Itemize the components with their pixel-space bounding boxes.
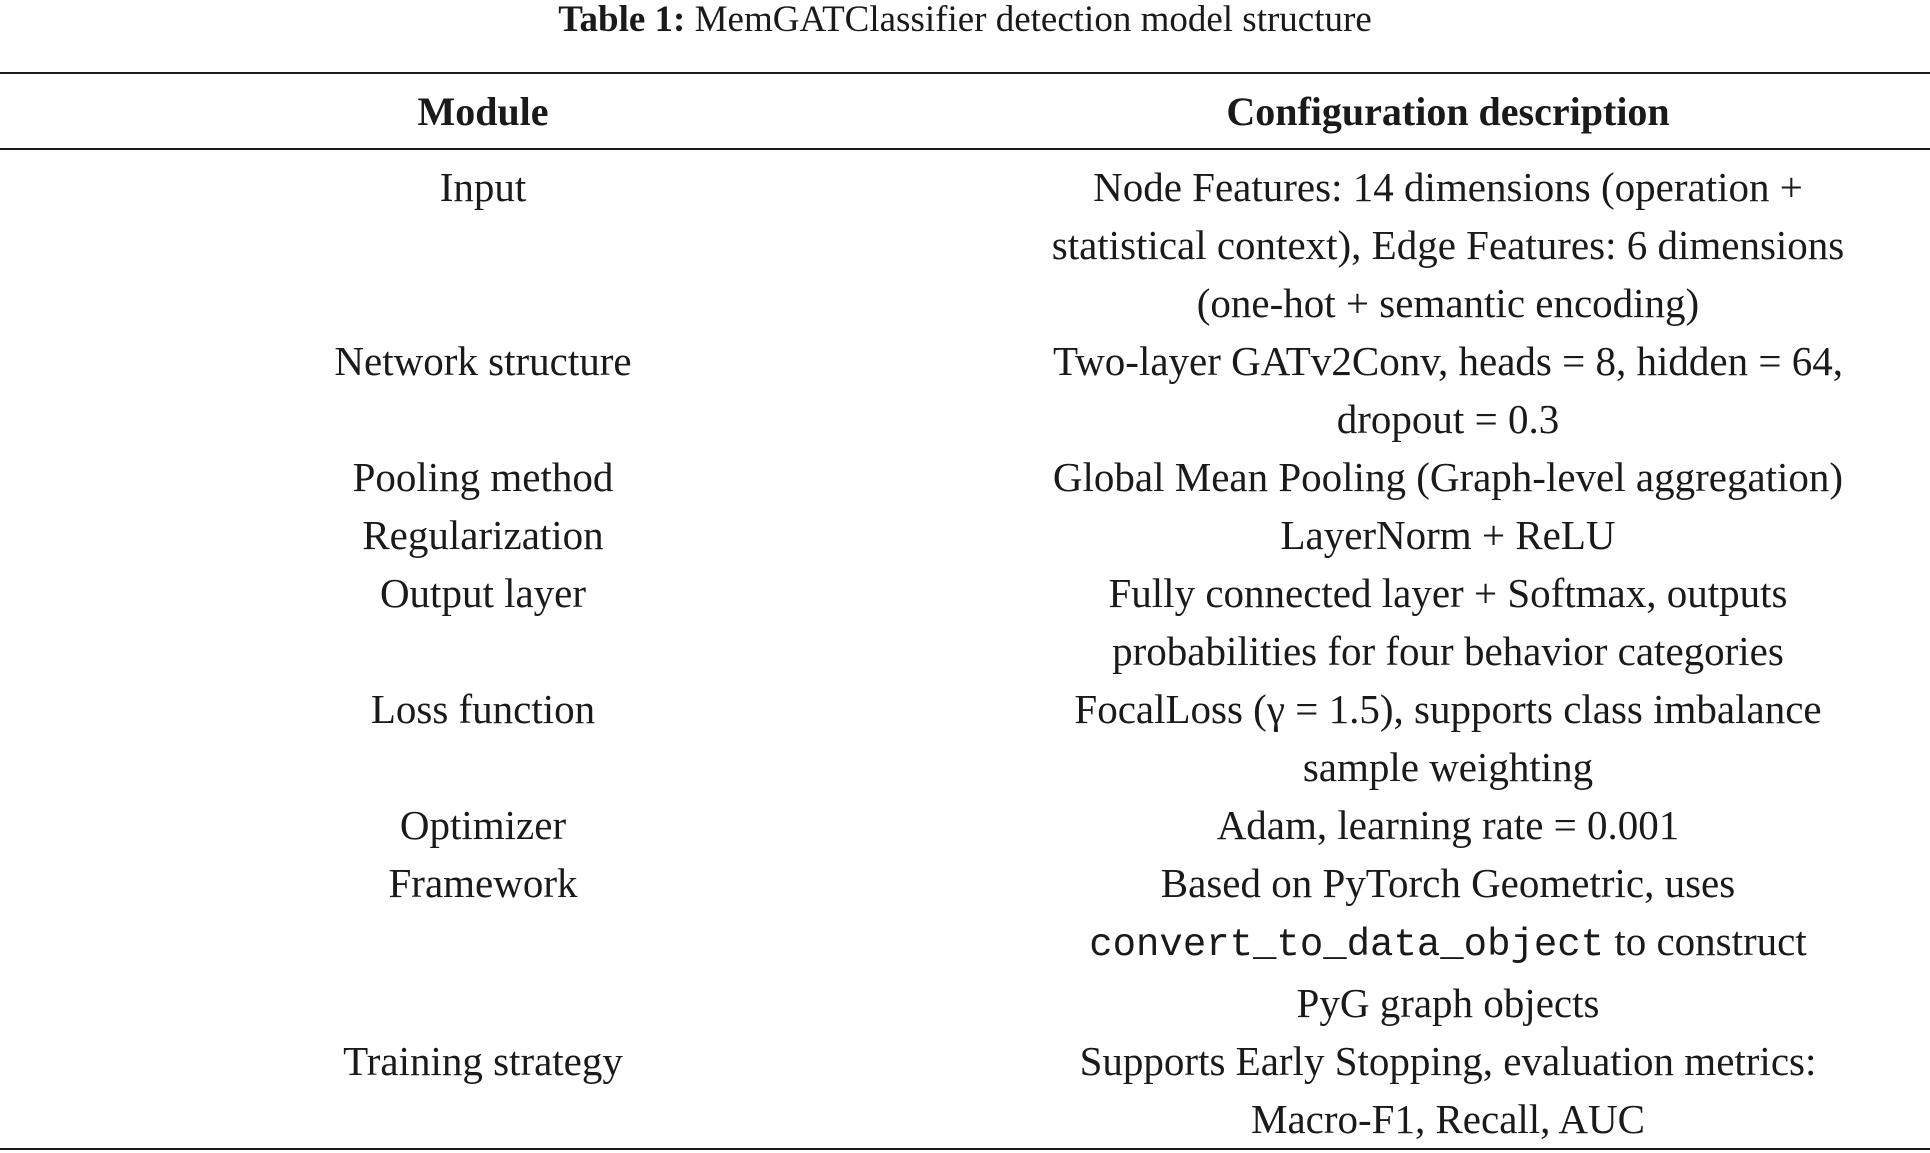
description-line: Two-layer GATv2Conv, heads = 8, hidden = 64,	[1053, 338, 1843, 384]
header-configuration-description: Configuration description	[1226, 89, 1670, 134]
table-top-rule	[0, 72, 1930, 74]
code-line-rest: to construct	[1604, 918, 1807, 964]
description-line: statistical context), Edge Features: 6 dimensions	[1051, 222, 1845, 268]
module-cell: Loss function	[370, 686, 596, 732]
code-identifier: convert_to_data_object	[1089, 923, 1605, 967]
module-cell: Framework	[388, 860, 578, 906]
description-line: Node Features: 14 dimensions (operation +	[1093, 164, 1803, 210]
table-row	[0, 448, 1930, 506]
table-row	[0, 158, 1930, 332]
description-line-with-code	[966, 912, 1930, 974]
description-line: PyG graph objects	[1296, 980, 1600, 1026]
table-row	[0, 332, 1930, 448]
module-cell: Input	[439, 164, 527, 210]
description-cell	[966, 158, 1930, 332]
description-cell	[966, 796, 1930, 854]
module-cell: Training strategy	[343, 1038, 623, 1084]
table-row	[0, 564, 1930, 680]
description-line: Fully connected layer + Softmax, outputs	[1108, 570, 1788, 616]
module-cell: Regularization	[362, 512, 604, 558]
description-line: dropout = 0.3	[1336, 396, 1560, 442]
table-row	[0, 680, 1930, 796]
description-cell	[966, 332, 1930, 448]
module-cell: Output layer	[379, 570, 587, 616]
caption-text: MemGATClassifier detection model structure	[685, 0, 1372, 40]
table-caption	[0, 0, 1930, 40]
module-cell: Optimizer	[399, 802, 567, 848]
description-cell	[966, 1032, 1930, 1148]
description-line: LayerNorm + ReLU	[1280, 512, 1616, 558]
table-header-rule	[0, 148, 1930, 150]
description-line: Macro-F1, Recall, AUC	[1251, 1096, 1645, 1142]
table-row	[0, 854, 1930, 1032]
description-line: sample weighting	[1302, 744, 1594, 790]
table-row	[0, 1032, 1930, 1148]
description-line: Supports Early Stopping, evaluation metrics:	[1079, 1038, 1817, 1084]
table-header-row	[0, 84, 1930, 140]
header-module: Module	[417, 89, 549, 134]
description-line: FocalLoss (γ = 1.5), supports class imbalance	[1074, 686, 1822, 732]
description-cell	[966, 506, 1930, 564]
description-cell	[966, 448, 1930, 506]
description-cell	[966, 564, 1930, 680]
description-cell	[966, 854, 1930, 1032]
table-row	[0, 796, 1930, 854]
module-cell: Network structure	[334, 338, 632, 384]
description-line: Global Mean Pooling (Graph-level aggregation)	[1052, 454, 1844, 500]
table-body	[0, 158, 1930, 1148]
description-cell	[966, 680, 1930, 796]
description-line: probabilities for four behavior categories	[1112, 628, 1784, 674]
table-row	[0, 506, 1930, 564]
description-line: Based on PyTorch Geometric, uses	[1160, 860, 1736, 906]
module-cell: Pooling method	[352, 454, 614, 500]
description-line: Adam, learning rate = 0.001	[1216, 802, 1680, 848]
table-bottom-rule	[0, 1148, 1930, 1150]
caption-label: Table 1:	[558, 0, 686, 40]
description-line: (one-hot + semantic encoding)	[1196, 280, 1700, 326]
